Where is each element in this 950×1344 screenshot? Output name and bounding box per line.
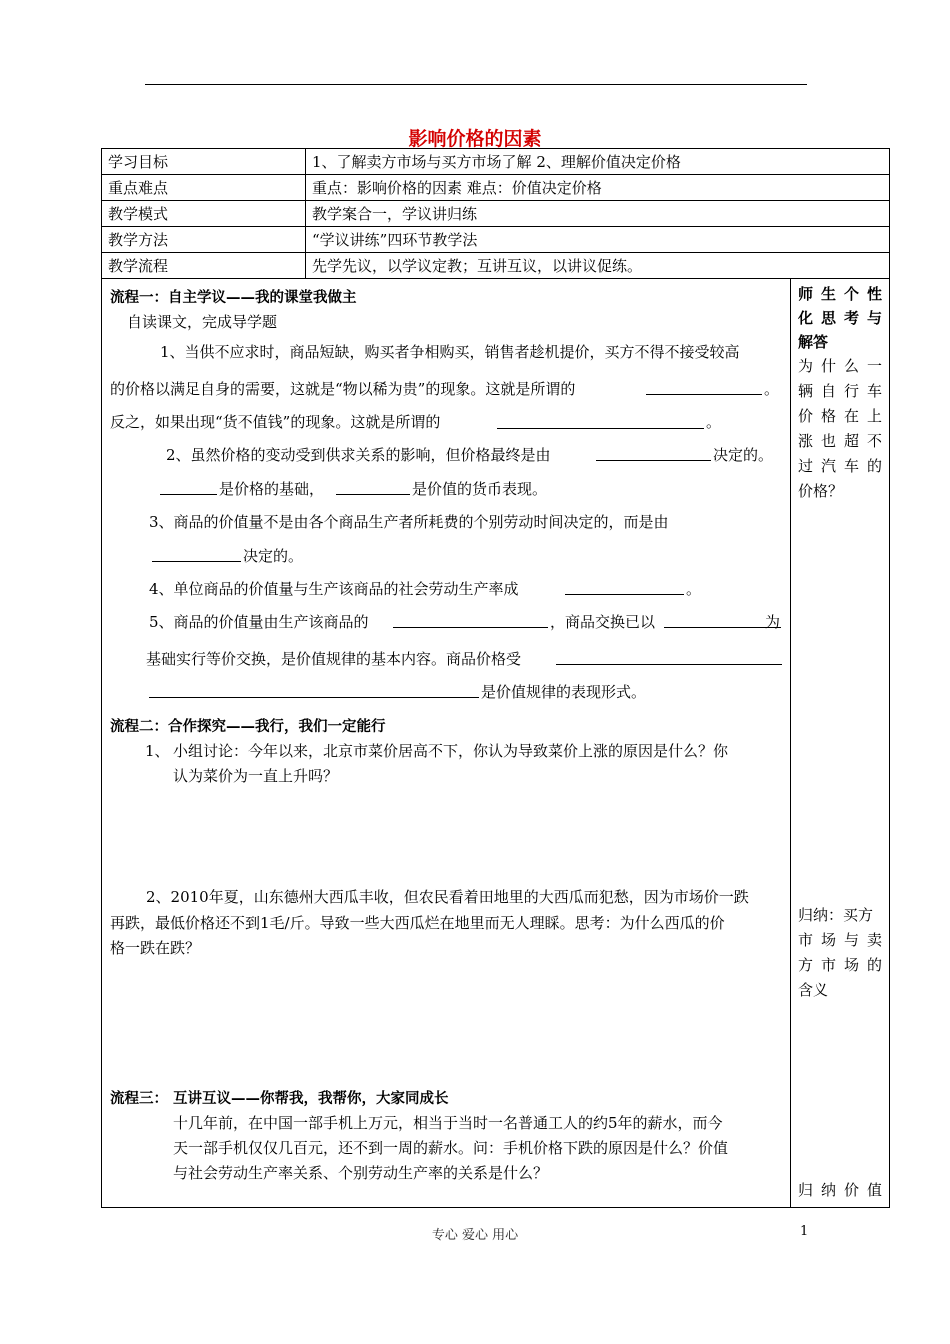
q2-blank-2	[160, 494, 217, 495]
q5-line1-mid: ，商品交换已以	[550, 613, 656, 631]
info-row	[102, 149, 890, 175]
section2-item2-line1: 2、2010年夏，山东德州大西瓜丰收，但农民看着田地里的大西瓜而犯愁，因为市场价一跌	[146, 888, 749, 906]
info-label: 教学方法	[102, 227, 306, 253]
sidebar-summary-line: 市场与卖	[798, 931, 891, 949]
section2-heading: 流程二：合作探究——我行，我们一定能行	[110, 719, 386, 735]
info-label: 重点难点	[102, 175, 306, 201]
info-value: 先学先议，以学议定教；互讲互议，以讲议促练。	[306, 253, 890, 279]
sidebar-question-line: 辆自行车	[798, 382, 891, 400]
info-row	[102, 201, 890, 227]
section2-item2-line2: 再跌，最低价格还不到1毛/斤。导致一些大西瓜烂在地里而无人理睬。思考：为什么西瓜的价	[110, 914, 725, 932]
info-row	[102, 227, 890, 253]
info-value: “学议讲练”四环节教学法	[306, 227, 890, 253]
q1-line2-end: 。	[764, 380, 780, 398]
info-label: 教学流程	[102, 253, 306, 279]
section2-item1-line1: 小组讨论：今年以来，北京市菜价居高不下，你认为导致菜价上涨的原因是什么？你	[173, 742, 729, 760]
section1-heading: 流程一：自主学议——我的课堂我做主	[110, 290, 357, 306]
q4-line: 4、单位商品的价值量与生产该商品的社会劳动生产率成	[149, 580, 519, 598]
column-divider	[790, 279, 791, 1208]
sidebar-question-line: 价格在上	[798, 407, 891, 425]
info-value: 重点：影响价格的因素 难点：价值决定价格	[306, 175, 890, 201]
sidebar-summary-line: 归纳：买方	[798, 906, 874, 924]
q2-line1: 2、虽然价格的变动受到供求关系的影响，但价格最终是由	[166, 446, 551, 464]
q2-line1-end: 决定的。	[713, 446, 774, 464]
section2-item2-line3: 格一跌在跌？	[110, 939, 201, 957]
sidebar-question-line: 为什么一	[798, 357, 891, 375]
sidebar-heading-line: 解答	[798, 333, 829, 351]
section3-heading: 流程三： 互讲互议——你帮我，我帮你，大家同成长	[110, 1091, 449, 1107]
q1-line3-end: 。	[706, 413, 722, 431]
sidebar-summary2-line: 归纳价值	[798, 1181, 891, 1199]
section3-line2: 天一部手机仅仅几百元，还不到一周的薪水。问：手机价格下跌的原因是什么？价值	[173, 1139, 729, 1157]
page-number: 1	[800, 1224, 809, 1239]
q4-blank	[565, 594, 684, 595]
q2-blank-1	[596, 460, 711, 461]
q1-line2: 的价格以满足自身的需要，这就是“物以稀为贵”的现象。这就是所谓的	[110, 380, 576, 398]
info-value: 教学案合一，学议讲归练	[306, 201, 890, 227]
sidebar-heading-line: 化思考与	[798, 309, 891, 327]
q4-end: 。	[686, 580, 702, 598]
info-value: 1、了解卖方市场与买方市场了解 2、理解价值决定价格	[306, 149, 890, 175]
sidebar-question-line: 价格？	[798, 482, 844, 500]
q2-line2b: 是价值的货币表现。	[412, 480, 548, 498]
info-row	[102, 175, 890, 201]
q5-line1-end: 为	[765, 613, 781, 631]
q2-blank-3	[336, 494, 410, 495]
sidebar-summary-line: 方市场的	[798, 956, 891, 974]
q3-line2: 决定的。	[243, 547, 304, 565]
q5-blank-3	[556, 664, 782, 665]
q3-line1: 3、商品的价值量不是由各个商品生产者所耗费的个别劳动时间决定的，而是由	[149, 513, 669, 531]
q1-blank-1	[646, 394, 762, 395]
q5-blank-1	[393, 627, 548, 628]
q2-line2a: 是价格的基础，	[219, 480, 325, 498]
q5-blank-2	[664, 627, 781, 628]
header-rule	[145, 84, 807, 85]
info-row	[102, 253, 890, 279]
info-table	[101, 148, 890, 279]
q1-line3: 反之，如果出现“货不值钱”的现象。这就是所谓的	[110, 413, 441, 431]
info-label: 学习目标	[102, 149, 306, 175]
section2-item1-number: 1、	[145, 742, 170, 760]
q1-blank-2	[497, 428, 704, 429]
sidebar-question-line: 过汽车的	[798, 457, 891, 475]
section3-line1: 十几年前，在中国一部手机上万元，相当于当时一名普通工人的约5年的薪水，而今	[173, 1114, 723, 1132]
q5-blank-4	[149, 697, 479, 698]
q5-line3: 是价值规律的表现形式。	[481, 683, 647, 701]
info-label: 教学模式	[102, 201, 306, 227]
sidebar-summary-line: 含义	[798, 981, 829, 999]
section2-item1-line2: 认为菜价为一直上升吗？	[173, 767, 339, 785]
sidebar-heading-line: 师生个性	[798, 285, 891, 303]
q1-line1: 1、当供不应求时，商品短缺，购买者争相购买，销售者趁机提价，买方不得不接受较高	[160, 343, 740, 361]
section1-intro: 自读课文，完成导学题	[127, 313, 278, 331]
q5-line2: 基础实行等价交换，是价值规律的基本内容。商品价格受	[146, 650, 522, 668]
q5-line1: 5、商品的价值量由生产该商品的	[149, 613, 369, 631]
page-title: 影响价格的因素	[408, 128, 542, 150]
section3-line3: 与社会劳动生产率关系、个别劳动生产率的关系是什么？	[173, 1164, 549, 1182]
footer-motto: 专心 爱心 用心	[431, 1228, 519, 1243]
q3-blank	[152, 561, 241, 562]
sidebar-question-line: 涨也超不	[798, 432, 891, 450]
